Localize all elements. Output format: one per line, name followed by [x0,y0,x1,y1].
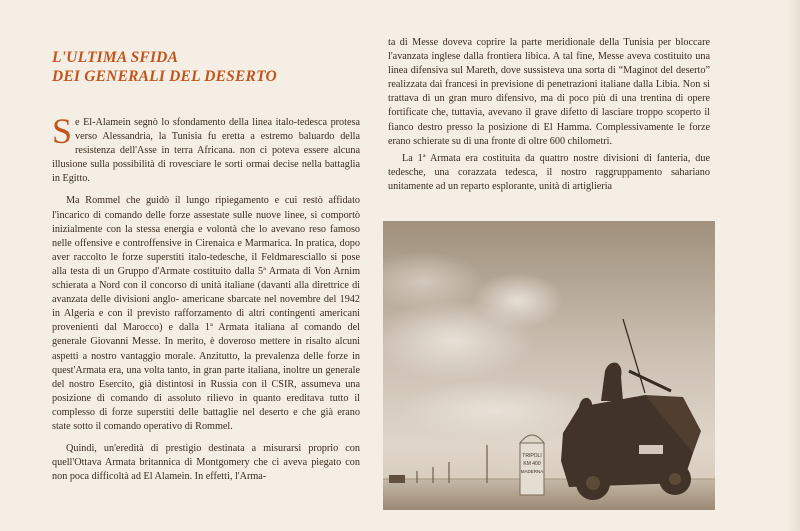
article-title [52,48,372,86]
milestone-line-3: MADERNA [520,469,544,474]
milestone-line-1: TRIPOLI [522,453,542,459]
photo-illustration [383,221,715,510]
paragraph-1-text: e El-Alamein segnò lo sfondamento della linea italo-tedesca protesa verso Alessandria, la Tunisia fu eretta a estremo baluardo della resistenza dell'Asse in terra Africana. non ci poteva essere alcuna illusione sulla possibilità di rovesciare le sorti ormai decise nella battaglia in Egitto. [52,117,360,185]
paragraph-1 [52,111,360,186]
title-line-1: L'ULTIMA SFIDA [52,49,179,66]
paragraph-3: Quindi, un'eredità di prestigio destinata a misurarsi proprio con quell'Ottava Armata britannica di Montgomery che ci aveva piegato con non poca difficoltà ad El Alamein. In effetti, l'Arma- [52,443,360,483]
page-edge-shadow [786,0,800,531]
paragraph-4: ta di Messe doveva coprire la parte meridionale della Tunisia per bloccare l'avanzata inglese dalla frontiera libica. A tal fine, Messe aveva costituito una linea difensiva sul Mareth, dove sussisteva una sorta di “Maginot del deserto” realizzata dai francesi in previsione di penetrazioni italiane dalla Libia. Non si trattava di un gran muro difensivo, ma di poco più di una trentina di opere fortificate che, tuttavia, avevano il grave difetto di lasciare troppo scoperto il fianco destro presso la posizione di El Hamma. Complessivamente le forze erano schierate su di una fronte di oltre 600 chilometri. [388,37,710,147]
milestone-line-2: KM 400 [523,461,541,467]
title-line-2: DEI GENERALI DEL DESERTO [52,68,277,85]
right-text-column [388,36,710,194]
paragraph-5: La 1ª Armata era costituita da quattro nostre divisioni di fanteria, due tedesche, una corazzata tedesca, il nostro raggruppamento sahariano unitamente ad un reparto esplorante, unità di artiglieria [388,152,710,192]
sepia-overlay [383,221,715,510]
desert-armored-car-photo [383,221,715,510]
drop-cap: S [52,111,73,151]
paragraph-2: Ma Rommel che guidò il lungo ripiegamento e cui restò affidato l'incarico di comando delle forze assestate sulle nuove linee, si comportò inizialmente con la stessa energia e volontà che lo avevano reso famoso nelle offensive e controffensive in Cirenaica e Marmarica. In pratica, dopo aver raccolto le forze superstiti italo-tedesche, il Feldmaresciallo si pose alla testa di un Gruppo d'Armate costituito dalla 5ª Armata di Von Arnim schierata a Nord con il concorso di unità italiane (davanti alla direttrice di avanzata delle divisioni anglo- americane sbarcate nel novembre del 1942 in Algeria e con il previsto rafforzamento di altri contingenti americani provenienti dal Marocco) e dalla 1ª Armata italiana al comando del generale Giovanni Messe. In merito, è doveroso mettere in risalto alcuni aspetti a nostro vantaggio morale. Anzitutto, la prevalenza delle forze in quest'Armata era, una volta tanto, in gran parte italiana, inoltre un generale del nostro Esercito, già distintosi in Russia con il CSIR, assumeva una posizione di comando di assoluto rilievo in quanto ereditava tutto il complesso di forze superstiti delle battaglie nel deserto e che già erano state sotto il comando operativo di Rommel. [52,195,360,432]
left-text-column [52,111,360,484]
